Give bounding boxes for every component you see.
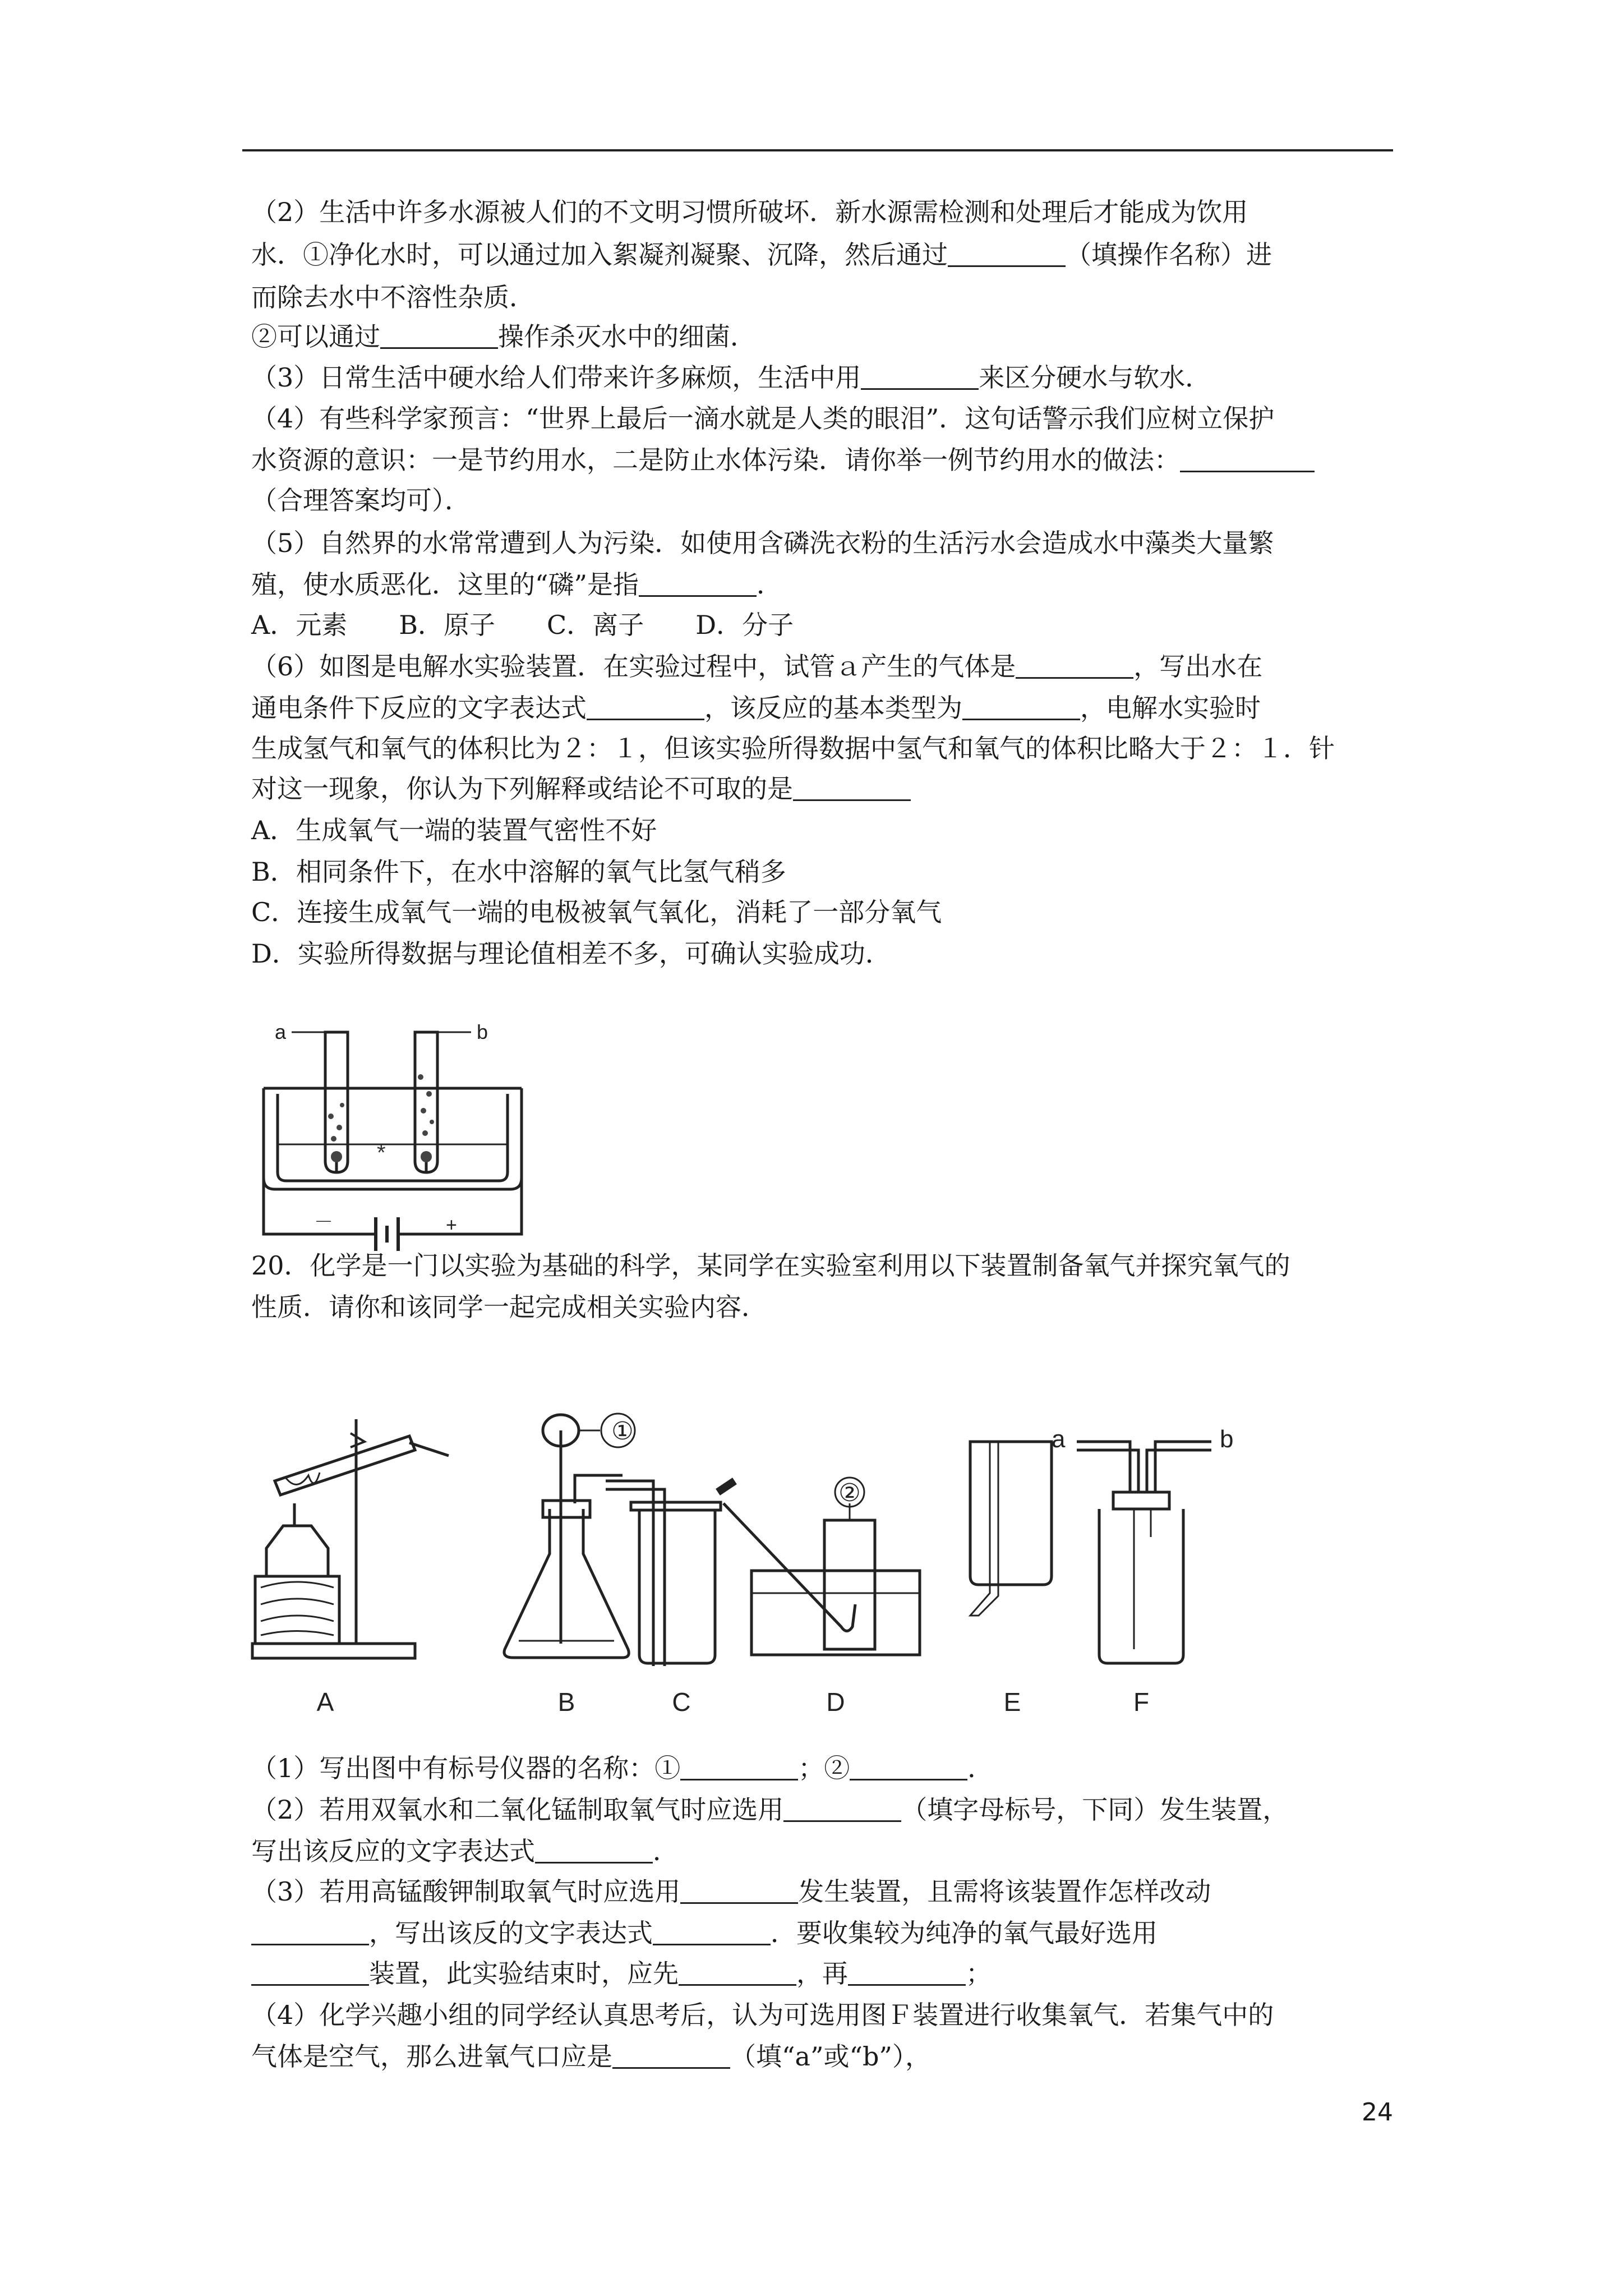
- text-line: [251, 1751, 1395, 1785]
- apparatus-label-D: D: [826, 1687, 845, 1717]
- electrolysis-apparatus-figure: [247, 1010, 538, 1262]
- answer-blank[interactable]: [1016, 652, 1133, 679]
- answer-blank[interactable]: [850, 1754, 967, 1780]
- apparatus-label-F: F: [1133, 1687, 1150, 1717]
- text-segment: （1）写出图中有标号仪器的名称：①: [251, 1753, 681, 1783]
- text-line: B．相同条件下，在水中溶解的氧气比氢气稍多: [251, 857, 786, 887]
- text-segment: ．: [653, 1836, 679, 1866]
- text-segment: ，再: [796, 1958, 848, 1989]
- answer-blank[interactable]: [251, 1959, 369, 1986]
- apparatus-label-E: E: [1003, 1687, 1021, 1717]
- answer-blank[interactable]: [535, 1837, 653, 1864]
- text-segment: 水．①净化水时，可以通过加入絮凝剂凝聚、沉降，然后通过: [251, 240, 948, 270]
- instrument-2-label: ②: [838, 1479, 861, 1507]
- text-segment: ；②: [798, 1753, 850, 1783]
- text-segment: （填操作名称）进: [1066, 240, 1272, 270]
- answer-blank[interactable]: [587, 694, 704, 720]
- answer-blank[interactable]: [680, 1878, 798, 1904]
- answer-blank[interactable]: [653, 1919, 771, 1945]
- answer-blank[interactable]: [793, 775, 911, 801]
- text-line: （5）自然界的水常常遭到人为污染．如使用含磷洗衣粉的生活污水会造成水中藻类大量繁: [251, 528, 1274, 558]
- text-line: 生成氢气和氧气的体积比为２：１，但该实验所得数据中氢气和氧气的体积比略大于２：１．针: [251, 733, 1335, 763]
- apparatus-label-A: A: [316, 1687, 334, 1717]
- text-line: 性质．请你和该同学一起完成相关实验内容．: [251, 1292, 767, 1322]
- text-line: [251, 320, 1395, 353]
- page-number: 24: [1362, 2098, 1393, 2127]
- port-a-label: a: [1052, 1425, 1066, 1453]
- text-segment: ，写出水在: [1133, 651, 1263, 682]
- text-line: 20．化学是一门以实验为基础的科学，某同学在实验室利用以下装置制备氧气并探究氧气的: [251, 1250, 1290, 1281]
- text-line: [251, 650, 1395, 683]
- text-line: A．生成氧气一端的装置气密性不好: [251, 815, 657, 845]
- header-rule: [242, 149, 1393, 151]
- text-line: （4）有些科学家预言：“世界上最后一滴水就是人类的眼泪”．这句话警示我们应树立保护: [251, 403, 1275, 434]
- text-segment: 通电条件下反应的文字表达式: [251, 693, 587, 723]
- text-line: [251, 1875, 1395, 1908]
- text-line: [251, 568, 1395, 601]
- text-segment: 来区分硬水与软水．: [979, 362, 1211, 393]
- text-segment: ．: [757, 569, 783, 600]
- text-line: [251, 2040, 1395, 2073]
- answer-blank[interactable]: [680, 1754, 798, 1780]
- answer-blank[interactable]: [380, 323, 498, 349]
- answer-blank[interactable]: [679, 1959, 796, 1986]
- instrument-1-label: ①: [611, 1418, 634, 1445]
- svg-text:*: *: [377, 1140, 386, 1165]
- text-line: [251, 1834, 1395, 1868]
- text-line: [251, 772, 1395, 806]
- text-line: 而除去水中不溶性杂质．: [251, 282, 535, 312]
- negative-terminal-label: －: [314, 1212, 333, 1233]
- positive-terminal-label: +: [446, 1214, 457, 1236]
- tube-a-label: a: [275, 1020, 287, 1043]
- answer-blank[interactable]: [639, 570, 757, 597]
- text-segment: ，电解水实验时: [1080, 693, 1261, 723]
- text-segment: （2）若用双氧水和二氧化锰制取氧气时应选用: [251, 1795, 784, 1825]
- text-segment: 水资源的意识：一是节约用水，二是防止水体污染．请你举一例节约用水的做法：: [251, 445, 1180, 475]
- text-segment: 殖，使水质恶化．这里的“磷”是指: [251, 569, 639, 600]
- apparatus-label-B: B: [557, 1687, 575, 1717]
- text-segment: 气体是空气，那么进氧气口应是: [251, 2041, 612, 2072]
- text-line: C．连接生成氧气一端的电极被氧气氧化，消耗了一部分氧气: [251, 897, 942, 927]
- answer-blank[interactable]: [948, 241, 1066, 267]
- text-line: （合理答案均可）．: [251, 485, 471, 516]
- text-segment: ．: [967, 1753, 994, 1783]
- tube-b-label: b: [477, 1020, 488, 1043]
- text-segment: 操作杀灭水中的细菌．: [498, 321, 756, 352]
- text-line: [251, 1957, 1395, 1990]
- text-segment: 写出该反应的文字表达式: [251, 1836, 535, 1866]
- text-line: [251, 443, 1395, 477]
- text-segment: （3）若用高锰酸钾制取氧气时应选用: [251, 1876, 681, 1907]
- text-line: [251, 1916, 1395, 1950]
- answer-blank[interactable]: [612, 2042, 730, 2069]
- text-segment: 装置，此实验结束时，应先: [369, 1958, 679, 1989]
- text-segment: ，该反应的基本类型为: [704, 693, 962, 723]
- answer-blank[interactable]: [861, 364, 979, 390]
- text-line: [251, 238, 1395, 272]
- text-line: [251, 361, 1395, 394]
- oxygen-apparatus-figure: [236, 1408, 1413, 1722]
- text-line: A．元素 B．原子 C．离子 D．分子: [251, 610, 794, 640]
- answer-blank[interactable]: [962, 694, 1080, 720]
- text-line: （4）化学兴趣小组的同学经认真思考后，认为可选用图Ｆ装置进行收集氧气．若集气中的: [251, 2000, 1274, 2030]
- text-segment: 发生装置，且需将该装置作怎样改动: [798, 1876, 1211, 1907]
- text-segment: （6）如图是电解水实验装置．在实验过程中，试管ａ产生的气体是: [251, 651, 1016, 682]
- text-segment: ．要收集较为纯净的氧气最好选用: [771, 1918, 1158, 1948]
- answer-blank[interactable]: [783, 1796, 901, 1822]
- text-line: [251, 691, 1395, 725]
- answer-blank[interactable]: [1180, 446, 1315, 472]
- text-segment: ；: [966, 1958, 992, 1989]
- answer-blank[interactable]: [251, 1919, 369, 1945]
- port-b-label: b: [1220, 1425, 1234, 1453]
- text-segment: （填字母标号，下同）发生装置，: [901, 1795, 1289, 1825]
- text-segment: ，写出该反的文字表达式: [369, 1918, 653, 1948]
- text-line: [251, 1793, 1395, 1826]
- text-segment: 对这一现象，你认为下列解释或结论不可取的是: [251, 774, 793, 804]
- text-segment: ②可以通过: [251, 321, 380, 352]
- text-line: （2）生活中许多水源被人们的不文明习惯所破坏．新水源需检测和处理后才能成为饮用: [251, 197, 1248, 227]
- text-segment: （填“a”或“b”），: [730, 2041, 931, 2072]
- text-line: D．实验所得数据与理论值相差不多，可确认实验成功．: [251, 938, 891, 969]
- text-segment: （3）日常生活中硬水给人们带来许多麻烦，生活中用: [251, 362, 861, 393]
- answer-blank[interactable]: [848, 1959, 966, 1986]
- apparatus-label-C: C: [672, 1687, 691, 1717]
